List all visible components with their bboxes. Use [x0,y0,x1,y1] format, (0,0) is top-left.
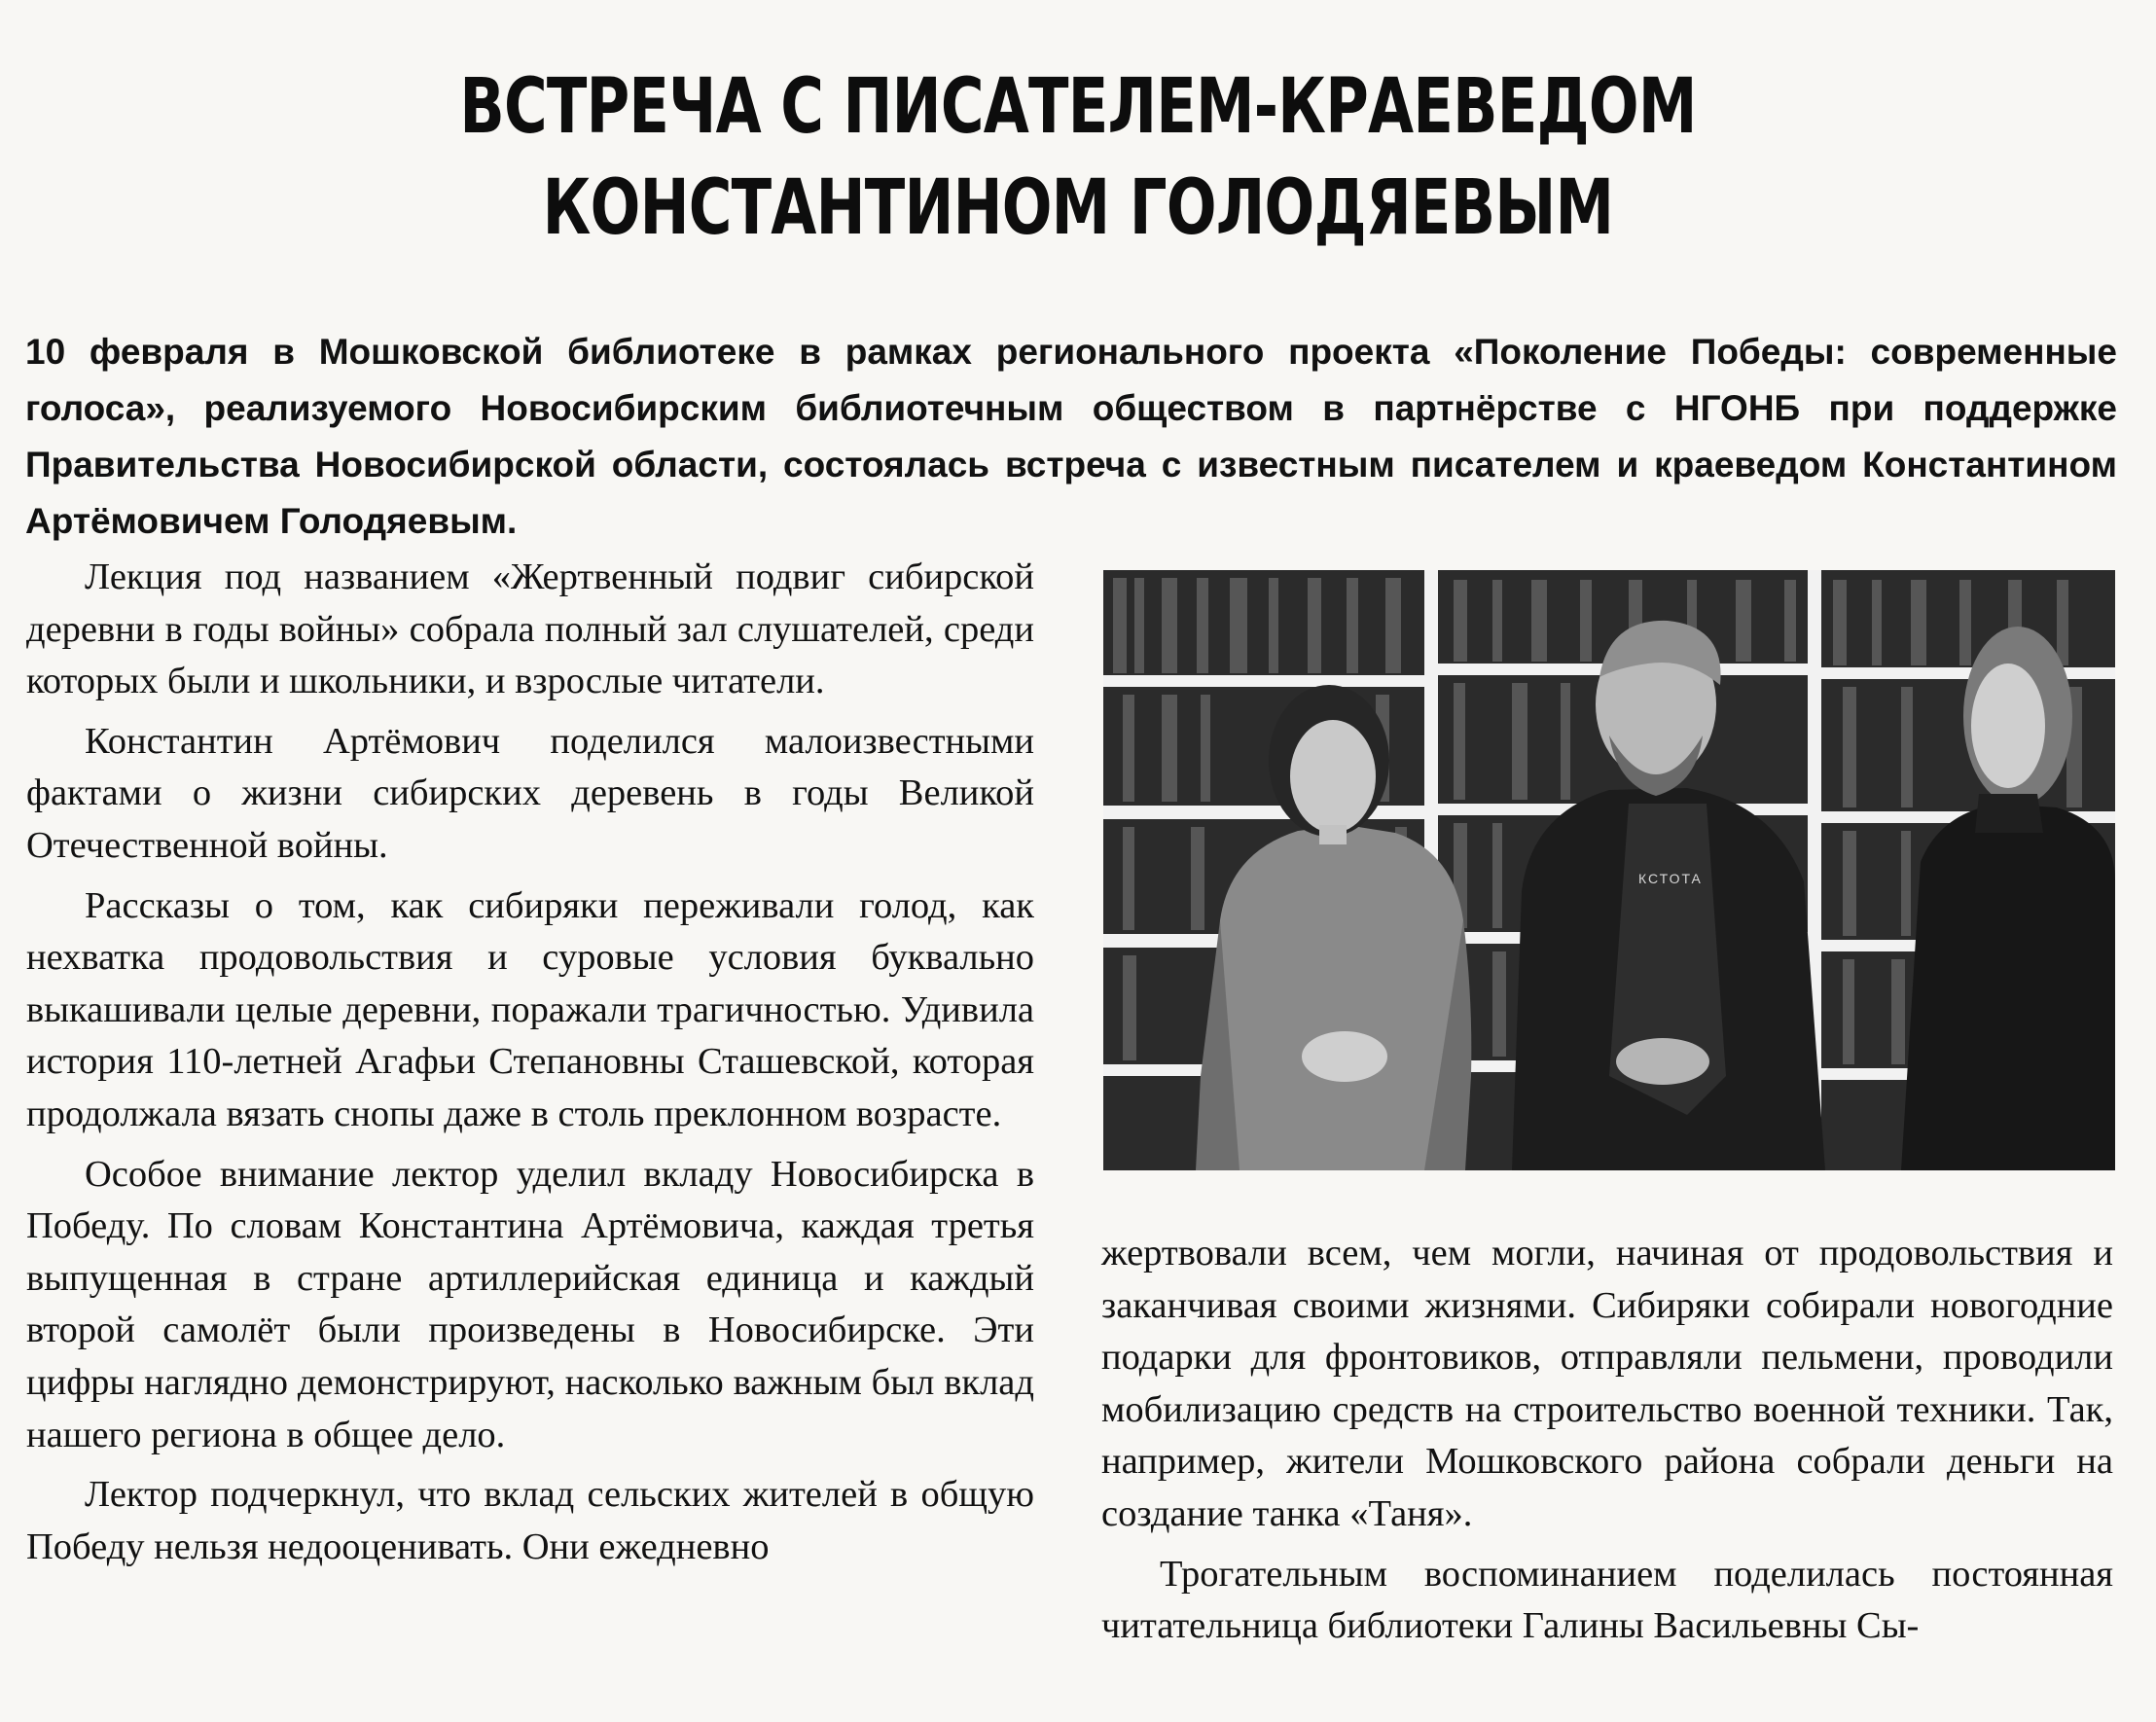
paragraph-memory: Трогательным воспоминанием поделилась постоянная читательница библиотеки Галины Васильевны Сы- [1101,1553,2113,1647]
left-column [26,552,1034,1581]
paragraph-stories: Рассказы о том, как сибиряки переживали голод, как нехватка продовольствия и суровые условия буквально выкашивали целые деревни, поражали трагичностью. Удивила история 110-летней Агафьи Степановны Сташевской, которая продолжала вязать снопы даже в столь преклонном возрасте. [26,884,1034,1134]
paragraph-novosibirsk: Особое внимание лектор уделил вкладу Новосибирска в Победу. По словам Константина Артёмовича, каждая третья выпущенная в стране артиллерийская единица и каждый второй самолёт были произведены в Новосибирске. Эти цифры наглядно демонстрируют, насколько важным был вклад нашего региона в общее дело. [26,1153,1034,1455]
right-column [1101,1228,2113,1661]
paragraph-lecture: Лекция под названием «Жертвенный подвиг сибирской деревни в годы войны» собрала полный зал слушателей, среди которых были и школьники, и взрослые читатели. [26,556,1034,702]
article-lead: 10 февраля в Мошковской библиотеке в рамках регионального проекта «Поколение Победы: современные голоса», реализуемого Новосибирским библиотечным обществом в партнёрстве с НГОНБ при поддержке Правительства Новосибирской области, состоялась встреча с известным писателем и краеведом Константином Артёмовичем Голодяевым. [25,332,2117,541]
paragraph-sacrifice: жертвовали всем, чем могли, начиная от продовольствия и заканчивая своими жизнями. Сибиряки собирали новогодние подарки для фронтовиков, отправляли пельмени, проводили мобилизацию средств на строительство военной техники. Так, например, жители Мошковского района собрали деньги на создание танка «Таня». [1101,1233,2113,1534]
paragraph-facts: Константин Артёмович поделился малоизвестными фактами о жизни сибирских деревень в годы Великой Отечественной войны. [26,720,1034,866]
headline-line-2: КОНСТАНТИНОМ ГОЛОДЯЕВЫМ [542,164,1614,252]
article-headline [237,56,1919,259]
paragraph-rural: Лектор подчеркнул, что вклад сельских жителей в общую Победу нельзя недооценивать. Они ежедневно [26,1474,1034,1567]
shirt-print: КСТОТА [1638,871,1703,886]
headline-line-1: ВСТРЕЧА С ПИСАТЕЛЕМ-КРАЕВЕДОМ [459,63,1697,151]
event-photo [1103,570,2115,1170]
